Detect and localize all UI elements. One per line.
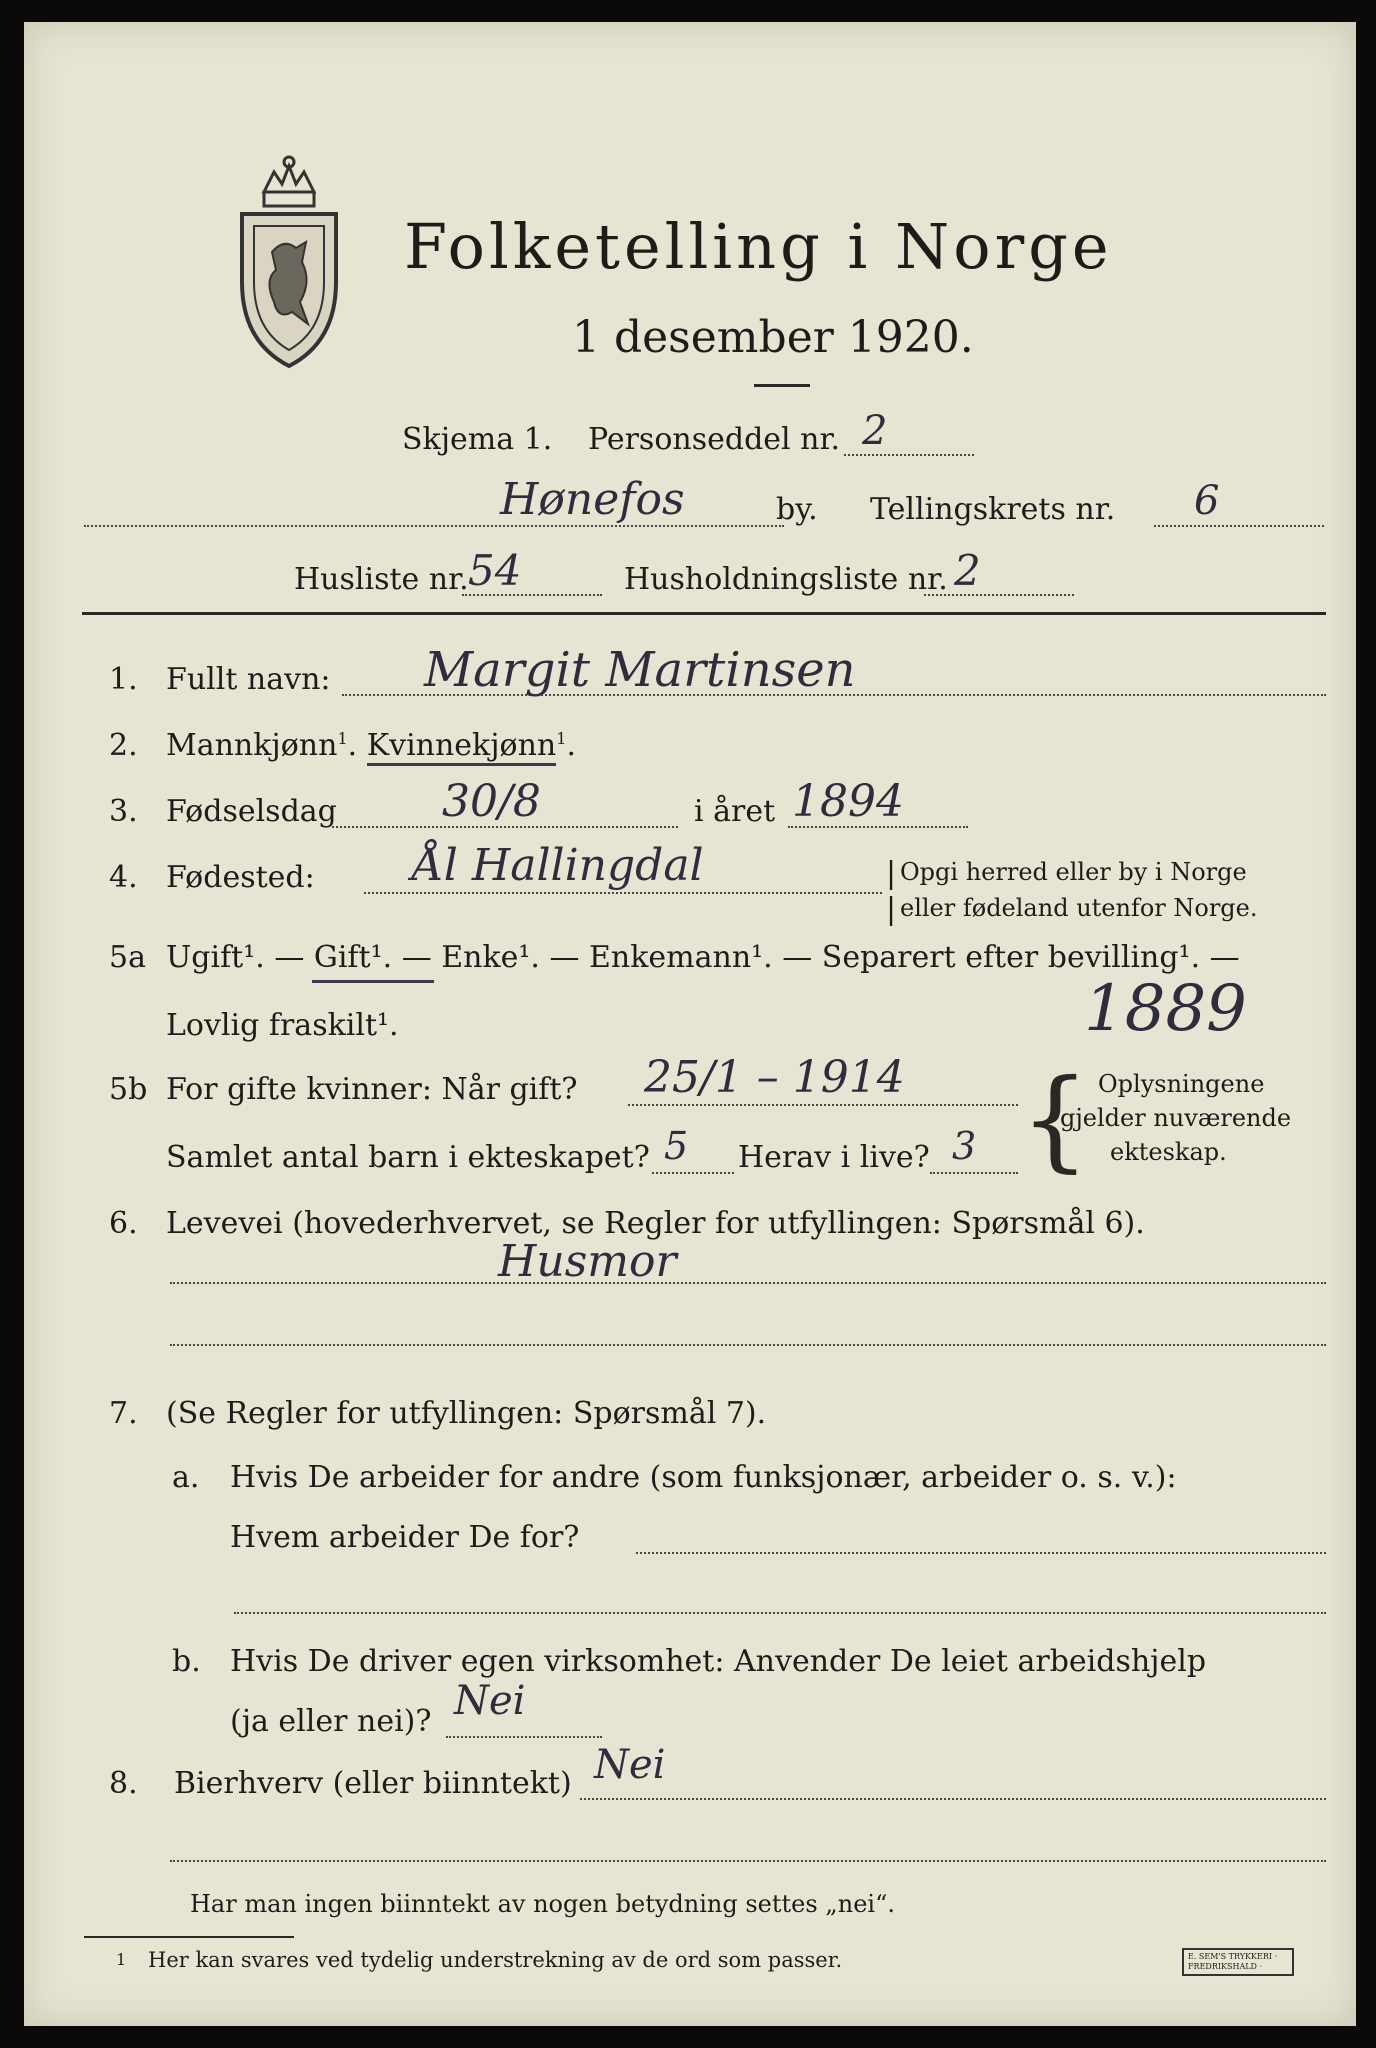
hired-help-value[interactable]: Nei <box>454 1678 526 1724</box>
printer-stamp: E. SEM'S TRYKKERI · FREDRIKSHALD · <box>1182 1948 1294 1976</box>
birthday-value[interactable]: 30/8 <box>442 776 541 827</box>
q7-number: 7. <box>109 1396 138 1431</box>
q8-line-2 <box>170 1860 1326 1862</box>
form-title: Folketelling i Norge <box>404 210 1113 283</box>
tellingskrets-value[interactable]: 6 <box>1194 478 1220 524</box>
q3-label: Fødselsdag <box>166 794 337 829</box>
marginal-year-value[interactable]: 1889 <box>1084 972 1247 1046</box>
q7a-number: a. <box>172 1460 200 1495</box>
footnote-number: 1 <box>116 1950 127 1969</box>
q6-number: 6. <box>109 1206 138 1241</box>
q8-number: 8. <box>109 1766 138 1801</box>
children-value[interactable]: 5 <box>664 1124 689 1168</box>
q7a-line-1[interactable] <box>636 1552 1326 1554</box>
full-name-value[interactable]: Margit Martinsen <box>424 642 856 698</box>
q3-number: 3. <box>109 794 138 829</box>
q4-label: Fødested: <box>166 860 315 895</box>
place-line <box>84 525 784 527</box>
q4-line <box>364 892 882 894</box>
norwegian-coat-of-arms-icon <box>234 152 344 372</box>
tellingskrets-line <box>1154 525 1324 527</box>
q4-note-2: eller fødeland utenfor Norge. <box>900 894 1258 922</box>
occupation-value[interactable]: Husmor <box>498 1236 677 1287</box>
personseddel-line <box>844 454 974 456</box>
q3-year-label: i året <box>694 794 776 829</box>
q2-option-male[interactable]: Mannkjønn <box>166 728 338 763</box>
q8-line <box>580 1798 1326 1800</box>
tellingskrets-label: Tellingskrets nr. <box>870 492 1116 527</box>
header-rule <box>82 612 1326 615</box>
q4-number: 4. <box>109 860 138 895</box>
q4-bracket: | <box>886 856 897 891</box>
husholdningsliste-line <box>924 594 1074 596</box>
q6-line-1 <box>170 1282 1326 1284</box>
q7a-line-2[interactable] <box>234 1612 1326 1614</box>
q5b-label-2: Samlet antal barn i ekteskapet? <box>166 1140 650 1175</box>
title-rule <box>754 384 810 387</box>
q5b-note-3: ekteskap. <box>1110 1138 1227 1166</box>
q5b-alive-label: Herav i live? <box>738 1140 930 1175</box>
q7a-label-2: Hvem arbeider De for? <box>230 1520 580 1555</box>
q5b-children-line <box>652 1172 734 1174</box>
q4-note-1: Opgi herred eller by i Norge <box>900 858 1247 886</box>
husholdningsliste-value[interactable]: 2 <box>954 546 981 595</box>
marriage-date-value[interactable]: 25/1 – 1914 <box>644 1052 905 1103</box>
place-value[interactable]: Hønefos <box>500 474 685 525</box>
q7b-label-2: (ja eller nei)? <box>230 1704 432 1739</box>
footnote-text: Her kan svares ved tydelig understrekning av de ord som passer. <box>148 1948 843 1972</box>
q6-label: Levevei (hovederhvervet, se Regler for utfyllingen: Spørsmål 6). <box>166 1206 1145 1241</box>
alive-value[interactable]: 3 <box>952 1124 977 1168</box>
birthplace-value[interactable]: Ål Hallingdal <box>412 840 704 891</box>
footnote-rule <box>84 1936 294 1938</box>
q5b-number: 5b <box>109 1072 148 1107</box>
q7-label: (Se Regler for utfyllingen: Spørsmål 7). <box>166 1396 767 1431</box>
by-label: by. <box>776 492 818 527</box>
personseddel-label: Personseddel nr. <box>588 422 841 457</box>
q7a-label: Hvis De arbeider for andre (som funksjonær, arbeider o. s. v.): <box>230 1460 1177 1495</box>
q5b-alive-line <box>930 1172 1018 1174</box>
q5a-options[interactable]: Ugift¹. — Gift¹. — Enke¹. — Enkemann¹. — Separert efter bevilling¹. — <box>166 940 1240 975</box>
q5a-gift-underline <box>312 980 434 983</box>
footer-note: Har man ingen biinntekt av nogen betydning settes „nei“. <box>190 1890 895 1918</box>
q5b-note-1: Oplysningene <box>1098 1070 1265 1098</box>
q4-bracket-2: | <box>886 892 897 927</box>
census-form <box>24 22 1356 2026</box>
skjema-label: Skjema 1. <box>402 422 553 457</box>
q8-label: Bierhverv (eller biinntekt) <box>174 1766 572 1801</box>
husholdningsliste-label: Husholdningsliste nr. <box>624 562 948 597</box>
q2-options: Mannkjønn$^1$. Kvinnekjønn$^1$. <box>166 728 576 763</box>
census-date: 1 desember 1920. <box>572 312 974 363</box>
q7b-line <box>446 1736 602 1738</box>
q7b-number: b. <box>172 1644 201 1679</box>
q2-option-female[interactable]: Kvinnekjønn <box>367 728 557 766</box>
q7b-label: Hvis De driver egen virksomhet: Anvender De leiet arbeidshjelp <box>230 1644 1207 1679</box>
q5a-options-2[interactable]: Lovlig fraskilt¹. <box>166 1008 399 1043</box>
q5b-label: For gifte kvinner: Når gift? <box>166 1072 578 1107</box>
husliste-value[interactable]: 54 <box>468 546 522 595</box>
q5b-line <box>628 1104 1018 1106</box>
q1-number: 1. <box>109 662 138 697</box>
birth-year-value[interactable]: 1894 <box>792 776 904 827</box>
q2-number: 2. <box>109 728 138 763</box>
personseddel-value[interactable]: 2 <box>862 408 888 454</box>
q5b-note-2: gjelder nuværende <box>1060 1104 1292 1132</box>
q1-label: Fullt navn: <box>166 662 331 697</box>
husliste-label: Husliste nr. <box>294 562 469 597</box>
q6-line-2 <box>170 1344 1326 1346</box>
q5b-brace: { <box>1020 1055 1090 1183</box>
q5a-number: 5a <box>109 940 146 975</box>
side-income-value[interactable]: Nei <box>594 1742 666 1788</box>
